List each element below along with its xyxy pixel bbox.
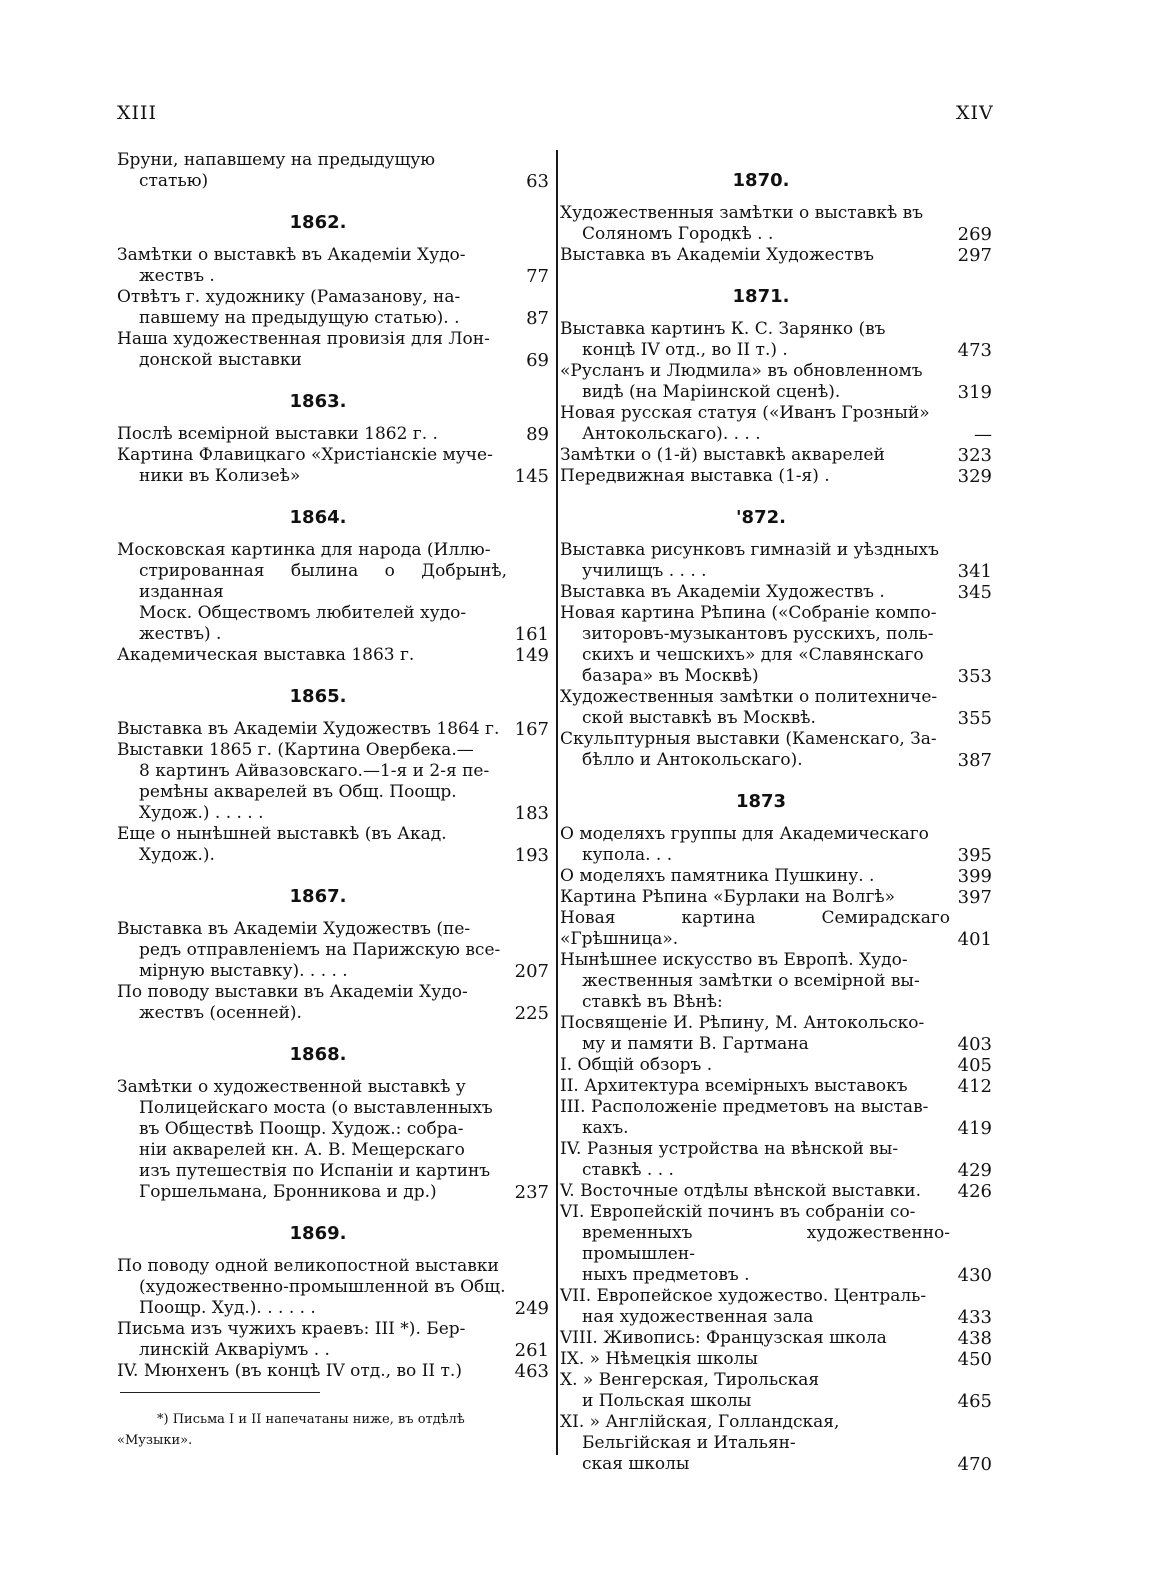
toc-entry (560, 603, 992, 687)
toc-entry (560, 687, 992, 729)
entry-line: бѣлло и Антокольскаго). (582, 750, 803, 770)
entry-title (560, 203, 950, 245)
entry-title (117, 445, 507, 487)
entry-line: ская школы (582, 1454, 690, 1474)
entry-title (117, 329, 507, 371)
entry-page-number: 355 (957, 708, 992, 729)
footnote-line: «Музыки». (117, 1433, 193, 1448)
entry-line: IX. » Нѣмецкія школы (560, 1349, 758, 1369)
entry-line: ской выставкѣ въ Москвѣ. (582, 708, 816, 728)
entry-line: видѣ (на Маріинской сценѣ). (582, 382, 841, 402)
entry-page-number: 405 (957, 1055, 992, 1076)
entry-page-number: 261 (514, 1340, 549, 1361)
entry-line: V. Восточные отдѣлы вѣнской выставки. (560, 1181, 922, 1201)
footnote-line: *) Письма I и II напечатаны ниже, въ отдѣлѣ (157, 1412, 465, 1427)
entry-line: Нынѣшнее искусство въ Европѣ. Худо- (560, 950, 908, 970)
entry-title (560, 582, 950, 603)
entry-line: кахъ. (582, 1118, 629, 1138)
entry-line: Картина Флавицкаго «Христіанскіе муче- (117, 445, 493, 465)
entry-page-number: 397 (957, 887, 992, 908)
entry-line: Выставка въ Академіи Художествъ . (560, 582, 885, 602)
entry-line: «Русланъ и Людмила» въ обновленномъ (560, 361, 923, 381)
entry-line: жественныя замѣтки о всемірной вы- (582, 971, 920, 991)
entry-title (560, 361, 950, 403)
toc-entry (560, 887, 992, 908)
year-heading: '872. (736, 507, 786, 528)
entry-line: Новая русская статуя («Иванъ Грозный» (560, 403, 930, 423)
entry-title (117, 982, 507, 1024)
entry-title (560, 445, 950, 466)
footnote (117, 1409, 549, 1451)
entry-line: Передвижная выставка (1-я) . (560, 466, 830, 486)
entry-line: Выставка картинъ К. С. Зарянко (въ (560, 319, 886, 339)
entry-line: Бельгійская и Итальян- (582, 1433, 796, 1453)
entry-line: Новая картина Семирадскаго «Грѣшница». (560, 908, 950, 949)
toc-entry (117, 445, 549, 487)
entry-line: и Польская школы (582, 1391, 752, 1411)
entry-line: въ Обществѣ Поощр. Худож.: собра- (139, 1119, 464, 1139)
entry-page-number: 465 (957, 1391, 992, 1412)
entry-line: ставкѣ въ Вѣнѣ: (582, 992, 723, 1012)
entry-page-number: — (974, 424, 992, 445)
toc-entry (117, 719, 549, 740)
toc-entry (117, 287, 549, 329)
entry-line: донской выставки (139, 350, 302, 370)
entry-line: Московская картинка для народа (Иллю- (117, 540, 491, 560)
entry-page-number: 183 (514, 803, 549, 824)
entry-title (560, 1097, 950, 1139)
toc-entry (560, 403, 992, 445)
right-page-number: XIV (956, 102, 994, 124)
entry-line: Худож.). (139, 845, 215, 865)
toc-entry (117, 1077, 549, 1203)
entry-title (560, 1055, 950, 1076)
toc-entry (560, 203, 992, 245)
entry-page-number: 69 (526, 350, 549, 371)
entry-line: изъ путешествія по Испаніи и картинъ (139, 1161, 491, 1181)
toc-entry (117, 740, 549, 824)
entry-line: Замѣтки о художественной выставкѣ у (117, 1077, 466, 1097)
entry-line: I. Общій обзоръ . (560, 1055, 713, 1075)
entry-line: Скульптурныя выставки (Каменскаго, За- (560, 729, 937, 749)
column-divider (556, 150, 558, 1455)
entry-title (560, 603, 950, 687)
year-heading: 1873 (735, 791, 787, 812)
entry-title (117, 919, 507, 982)
entry-title (117, 150, 507, 192)
year-heading: 1870. (732, 170, 790, 191)
right-column (560, 150, 992, 1475)
entry-line: училищъ . . . . (582, 561, 707, 581)
entry-line: Новая картина Рѣпина («Собраніе компо- (560, 603, 937, 623)
entry-line: ніи акварелей кн. А. В. Мещерскаго (139, 1140, 465, 1160)
toc-entry (117, 1361, 549, 1382)
entry-page-number: 249 (514, 1298, 549, 1319)
entry-line: Выставка рисунковъ гимназій и уѣздныхъ (560, 540, 939, 560)
entry-line: линскій Акваріумъ . . (139, 1340, 330, 1360)
toc-entry (117, 150, 549, 192)
entry-title (117, 740, 507, 824)
entry-title (117, 824, 507, 866)
entry-title (560, 319, 950, 361)
entry-line: концѣ IV отд., во II т.) . (582, 340, 788, 360)
entry-line: Соляномъ Городкѣ . . (582, 224, 774, 244)
entry-line: Письма изъ чужихъ краевъ: III *). Бер- (117, 1319, 466, 1339)
entry-line: павшему на предыдущую статью). . (139, 308, 460, 328)
entry-line: Замѣтки о (1-й) выставкѣ акварелей (560, 445, 885, 465)
entry-line: временныхъ художественно-промышлен- (582, 1223, 950, 1264)
entry-page-number: 193 (514, 845, 549, 866)
year-heading: 1865. (289, 686, 347, 707)
entry-line: Академическая выставка 1863 г. (117, 645, 415, 665)
entry-page-number: 167 (514, 719, 549, 740)
entry-line: мірную выставку). . . . . (139, 961, 348, 981)
entry-page-number: 438 (957, 1328, 992, 1349)
toc-entry (560, 361, 992, 403)
entry-title (560, 729, 950, 771)
entry-line: По поводу выставки въ Академіи Худо- (117, 982, 468, 1002)
entry-title (560, 1076, 950, 1097)
entry-line: Замѣтки о выставкѣ въ Академіи Худо- (117, 245, 466, 265)
entry-line: ставкѣ . . . (582, 1160, 674, 1180)
left-page-number: XIII (117, 102, 158, 124)
entry-line: X. » Венгерская, Тирольская (560, 1370, 820, 1390)
entry-title (560, 466, 950, 487)
entry-page-number: 297 (957, 245, 992, 266)
year-heading: 1862. (289, 212, 347, 233)
entry-line: Худож.) . . . . . (139, 803, 264, 823)
entry-title (560, 1013, 950, 1055)
entry-page-number: 77 (526, 266, 549, 287)
entry-line: Моск. Обществомъ любителей худо- (139, 603, 467, 623)
footnote-rule (120, 1392, 320, 1393)
toc-entry (117, 645, 549, 666)
entry-page-number: 225 (514, 1003, 549, 1024)
entry-page-number: 473 (957, 340, 992, 361)
entry-line: Посвященіе И. Рѣпину, М. Антокольско- (560, 1013, 925, 1033)
entry-title (117, 287, 507, 329)
entry-line: базара» въ Москвѣ) (582, 666, 759, 686)
entry-page-number: 387 (957, 750, 992, 771)
entry-line: Выставки 1865 г. (Картина Овербека.— (117, 740, 474, 760)
entry-line: 8 картинъ Айвазовскаго.—1-я и 2-я пе- (139, 761, 490, 781)
toc-entry (560, 729, 992, 771)
entry-line: ники въ Колизеѣ» (139, 466, 301, 486)
entry-line: му и памяти В. Гартмана (582, 1034, 809, 1054)
entry-title (117, 1077, 507, 1203)
entry-line: зиторовъ-музыкантовъ русскихъ, поль- (582, 624, 934, 644)
entry-title (117, 245, 507, 287)
entry-line: VIII. Живопись: Французская школа (560, 1328, 887, 1348)
entry-page-number: 450 (957, 1349, 992, 1370)
entry-title (560, 1349, 950, 1370)
entry-page-number: 401 (957, 929, 992, 950)
toc-entry (560, 908, 992, 950)
year-heading: 1863. (289, 391, 347, 412)
toc-entry (560, 1055, 992, 1076)
entry-line: жествъ . (139, 266, 215, 286)
entry-line: IV. Разныя устройства на вѣнской вы- (560, 1139, 899, 1159)
entry-line: жествъ (осенней). (139, 1003, 302, 1023)
entry-title (560, 687, 950, 729)
entry-line: ремѣны акварелей въ Общ. Поощр. (139, 782, 457, 802)
entry-title (560, 245, 950, 266)
toc-entry (560, 1013, 992, 1055)
entry-title (560, 887, 950, 908)
year-heading: 1864. (289, 507, 347, 528)
entry-line: VII. Европейское художество. Централь- (560, 1286, 927, 1306)
toc-entry (117, 245, 549, 287)
entry-title (117, 1319, 507, 1361)
entry-title (560, 1181, 950, 1202)
entry-title (560, 950, 950, 1013)
toc-entry (117, 540, 549, 645)
entry-title (117, 424, 507, 445)
entry-line: (художественно-промышленной въ Общ. (139, 1277, 506, 1297)
toc-entry (560, 1286, 992, 1328)
entry-line: Поощр. Худ.). . . . . . (139, 1298, 316, 1318)
entry-line: Художественныя замѣтки о выставкѣ въ (560, 203, 924, 223)
entry-page-number: 341 (957, 561, 992, 582)
toc-entry (560, 950, 992, 1013)
toc-entry (560, 1076, 992, 1097)
entry-line: III. Расположеніе предметовъ на выстав- (560, 1097, 929, 1117)
entry-page-number: 470 (957, 1454, 992, 1475)
year-heading: 1869. (289, 1223, 347, 1244)
entry-line: О моделяхъ памятника Пушкину. . (560, 866, 875, 886)
toc-entry (560, 582, 992, 603)
entry-line: Полицейскаго моста (о выставленныхъ (139, 1098, 493, 1118)
entry-title (117, 540, 507, 645)
entry-page-number: 345 (957, 582, 992, 603)
entry-line: Наша художественная провизія для Лон- (117, 329, 490, 349)
entry-title (560, 403, 950, 445)
entry-page-number: 89 (526, 424, 549, 445)
entry-line: скихъ и чешскихъ» для «Славянскаго (582, 645, 924, 665)
entry-line: IV. Мюнхенъ (въ концѣ IV отд., во II т.) (117, 1361, 462, 1381)
toc-entry (560, 466, 992, 487)
entry-page-number: 353 (957, 666, 992, 687)
entry-page-number: 433 (957, 1307, 992, 1328)
entry-line: II. Архитектура всемірныхъ выставокъ (560, 1076, 908, 1096)
entry-page-number: 63 (526, 171, 549, 192)
entry-title (117, 719, 507, 740)
toc-entry (560, 1202, 992, 1286)
entry-page-number: 429 (957, 1160, 992, 1181)
entry-line: XI. » Англійская, Голландская, (560, 1412, 840, 1432)
entry-title (560, 1370, 950, 1412)
entry-title (560, 1328, 950, 1349)
entry-title (117, 1361, 507, 1382)
entry-line: Выставка въ Академіи Художествъ (560, 245, 874, 265)
year-heading: 1868. (289, 1044, 347, 1065)
entry-title (117, 1256, 507, 1319)
entry-page-number: 269 (957, 224, 992, 245)
toc-entry (117, 919, 549, 982)
toc-entry (560, 540, 992, 582)
entry-page-number: 329 (957, 466, 992, 487)
entry-line: Послѣ всемірной выставки 1862 г. . (117, 424, 438, 444)
entry-line: Антокольскаго). . . . (582, 424, 761, 444)
entry-title (560, 540, 950, 582)
toc-entry (117, 824, 549, 866)
entry-title (117, 645, 507, 666)
entry-line: купола. . . (582, 845, 673, 865)
toc-entry (117, 329, 549, 371)
toc-entry (117, 424, 549, 445)
entry-line: редъ отправленіемъ на Парижскую все- (139, 940, 501, 960)
entry-page-number: 395 (957, 845, 992, 866)
entry-page-number: 145 (514, 466, 549, 487)
entry-title (560, 1202, 950, 1286)
entry-page-number: 237 (514, 1182, 549, 1203)
left-column (117, 150, 549, 1382)
entry-page-number: 399 (957, 866, 992, 887)
entry-line: жествъ) . (139, 624, 222, 644)
toc-entry (560, 245, 992, 266)
entry-title (560, 908, 950, 950)
toc-entry (560, 1328, 992, 1349)
toc-entry (560, 824, 992, 866)
entry-page-number: 323 (957, 445, 992, 466)
entry-line: Бруни, напавшему на предыдущую (117, 150, 436, 170)
entry-line: По поводу одной великопостной выставки (117, 1256, 499, 1276)
entry-page-number: 419 (957, 1118, 992, 1139)
entry-title (560, 1286, 950, 1328)
entry-title (560, 866, 950, 887)
toc-entry (560, 866, 992, 887)
toc-entry (117, 1256, 549, 1319)
entry-page-number: 463 (514, 1361, 549, 1382)
entry-line: Отвѣтъ г. художнику (Рамазанову, на- (117, 287, 461, 307)
toc-entry (560, 319, 992, 361)
entry-line: Еще о нынѣшней выставкѣ (въ Акад. (117, 824, 447, 844)
entry-line: стрированная былина о Добрынѣ, изданная (139, 561, 507, 602)
toc-entry (560, 1181, 992, 1202)
entry-page-number: 430 (957, 1265, 992, 1286)
toc-entry (560, 1349, 992, 1370)
entry-line: статью) (139, 171, 209, 191)
entry-page-number: 207 (514, 961, 549, 982)
entry-page-number: 403 (957, 1034, 992, 1055)
toc-entry (560, 1097, 992, 1139)
year-heading: 1871. (732, 286, 790, 307)
entry-line: Выставка въ Академіи Художествъ (пе- (117, 919, 471, 939)
year-heading: 1867. (289, 886, 347, 907)
entry-page-number: 149 (514, 645, 549, 666)
toc-entry (560, 445, 992, 466)
entry-line: VI. Европейскій починъ въ собраніи со- (560, 1202, 916, 1222)
entry-title (560, 1412, 950, 1475)
entry-page-number: 87 (526, 308, 549, 329)
entry-line: Картина Рѣпина «Бурлаки на Волгѣ» (560, 887, 896, 907)
entry-page-number: 319 (957, 382, 992, 403)
entry-title (560, 824, 950, 866)
entry-line: О моделяхъ группы для Академическаго (560, 824, 929, 844)
toc-entry (560, 1370, 992, 1412)
entry-line: Выставка въ Академіи Художествъ 1864 г. (117, 719, 500, 739)
entry-line: Художественныя замѣтки о политехниче- (560, 687, 938, 707)
toc-entry (560, 1412, 992, 1475)
entry-title (560, 1139, 950, 1181)
entry-page-number: 161 (514, 624, 549, 645)
toc-entry (117, 982, 549, 1024)
toc-entry (117, 1319, 549, 1361)
entry-line: Горшельмана, Бронникова и др.) (139, 1182, 437, 1202)
entry-page-number: 426 (957, 1181, 992, 1202)
entry-page-number: 412 (957, 1076, 992, 1097)
toc-entry (560, 1139, 992, 1181)
entry-line: ныхъ предметовъ . (582, 1265, 750, 1285)
entry-line: ная художественная зала (582, 1307, 814, 1327)
